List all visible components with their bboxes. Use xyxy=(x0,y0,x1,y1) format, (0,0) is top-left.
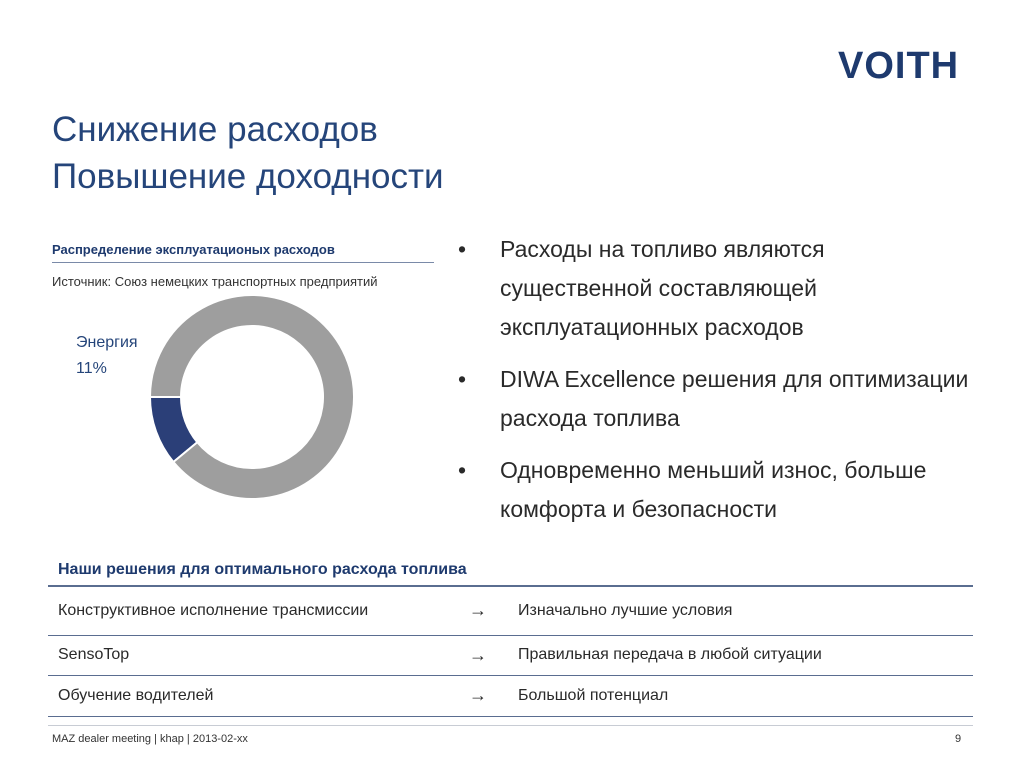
table-row xyxy=(48,586,973,635)
table-cell-result: Правильная передача в любой ситуации xyxy=(508,635,973,675)
arrow-icon: → xyxy=(448,586,508,635)
voith-logo: VOITH xyxy=(838,45,960,87)
table-header: Наши решения для оптимального расхода топлива xyxy=(48,555,973,586)
key-points-list xyxy=(458,230,978,542)
table-cell-result: Большой потенциал xyxy=(508,675,973,716)
title-line-2: Повышение доходности xyxy=(52,157,444,196)
bullet-dot: • xyxy=(458,236,467,262)
table-row xyxy=(48,675,973,716)
page-number: 9 xyxy=(955,733,962,745)
bullet-dot: • xyxy=(458,366,467,392)
bullet-item xyxy=(458,451,978,529)
title-line-1: Снижение расходов xyxy=(52,110,378,149)
donut-slice-other xyxy=(150,295,354,499)
chart-source: Источник: Союз немецких транспортных предприятий xyxy=(52,274,378,289)
page-title xyxy=(52,106,444,200)
table-row xyxy=(48,635,973,675)
arrow-icon: → xyxy=(448,675,508,716)
energy-slice-name: Энергия xyxy=(76,334,138,351)
bullet-text: Расходы на топливо являются существенной составляющей эксплуатационных расходов xyxy=(500,236,825,340)
bullet-item xyxy=(458,360,978,438)
footer-divider xyxy=(48,725,973,726)
bullet-text: DIWA Excellence решения для оптимизации расхода топлива xyxy=(500,366,969,431)
bullet-dot: • xyxy=(458,457,467,483)
energy-slice-value: 11% xyxy=(76,360,107,377)
bullet-item xyxy=(458,230,978,347)
table-header-row xyxy=(48,555,973,586)
bullet-text: Одновременно меньший износ, больше комфорта и безопасности xyxy=(500,457,927,522)
table-cell-solution: SensoTop xyxy=(48,635,448,675)
chart-title: Распределение эксплуатационых расходов xyxy=(52,242,434,263)
arrow-icon: → xyxy=(448,635,508,675)
solutions-table xyxy=(48,555,973,717)
table-cell-solution: Конструктивное исполнение трансмиссии xyxy=(48,586,448,635)
footer-meta: MAZ dealer meeting | khap | 2013-02-xx xyxy=(52,733,248,745)
energy-slice-label xyxy=(76,330,138,382)
table-cell-solution: Обучение водителей xyxy=(48,675,448,716)
cost-distribution-donut-chart xyxy=(140,285,364,509)
table-cell-result: Изначально лучшие условия xyxy=(508,586,973,635)
